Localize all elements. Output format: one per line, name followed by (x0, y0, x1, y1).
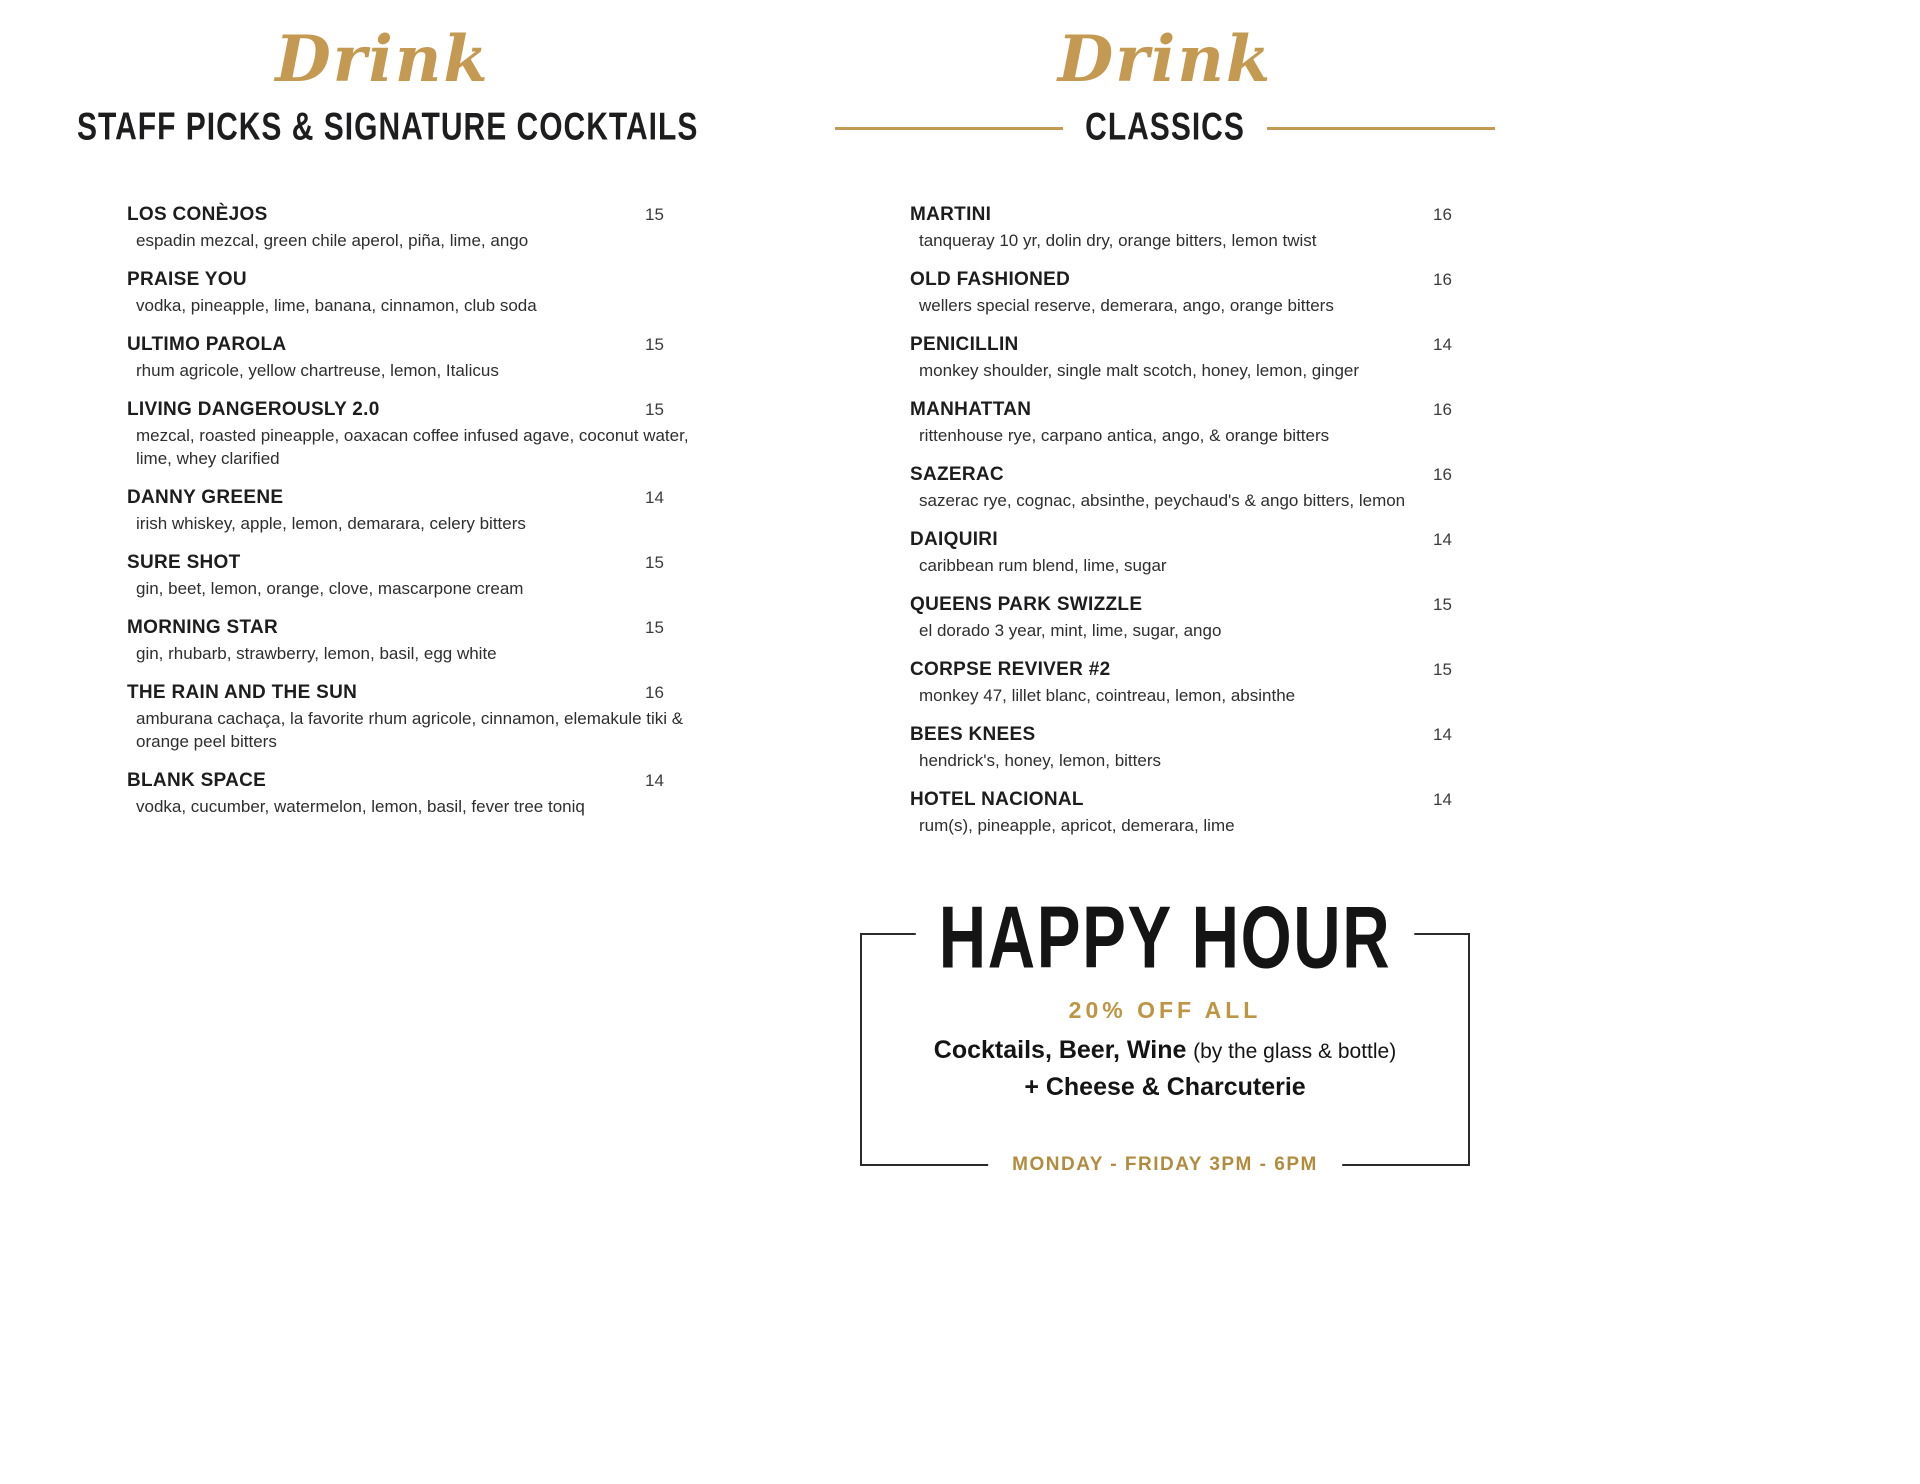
happy-hour-categories-bold: Cocktails, Beer, Wine (933, 1036, 1187, 1064)
item-name: PRAISE YOU (127, 269, 247, 290)
item-price: 15 (645, 618, 664, 637)
item-description: rum(s), pineapple, apricot, demerara, lime (919, 816, 1235, 835)
item-description: vodka, cucumber, watermelon, lemon, basil, fever tree toniq (136, 797, 585, 816)
item-name: LIVING DANGEROUSLY 2.0 (127, 399, 380, 420)
item-price: 16 (1433, 205, 1452, 224)
menu-item (910, 788, 1485, 837)
happy-hour-schedule: MONDAY - FRIDAY 3PM - 6PM (988, 1154, 1342, 1176)
item-description: espadin mezcal, green chile aperol, piña, lime, ango (136, 231, 529, 250)
item-name: SURE SHOT (127, 552, 241, 573)
item-price: 14 (645, 488, 664, 507)
staff-picks-list (127, 203, 697, 818)
item-price: 15 (645, 553, 664, 572)
happy-hour-extra: + Cheese & Charcuterie (1024, 1073, 1306, 1101)
item-name: DANNY GREENE (127, 487, 284, 508)
script-title-left: Drink (275, 22, 490, 97)
section-header-right (835, 105, 1495, 149)
item-description: el dorado 3 year, mint, lime, sugar, ango (919, 621, 1222, 640)
item-price: 14 (1433, 335, 1452, 354)
item-price: 14 (1433, 725, 1452, 744)
item-price: 15 (645, 335, 664, 354)
happy-hour-categories-note: (by the glass & bottle) (1193, 1040, 1397, 1063)
menu-item (910, 593, 1485, 642)
item-name: THE RAIN AND THE SUN (127, 682, 358, 703)
item-description: rhum agricole, yellow chartreuse, lemon, Italicus (136, 361, 499, 380)
item-name: PENICILLIN (910, 334, 1019, 355)
item-description: tanqueray 10 yr, dolin dry, orange bitters, lemon twist (919, 231, 1317, 250)
item-description: vodka, pineapple, lime, banana, cinnamon, club soda (136, 296, 537, 315)
item-name: MORNING STAR (127, 617, 279, 638)
menu-item (910, 723, 1485, 772)
item-name: OLD FASHIONED (910, 269, 1071, 290)
item-description: gin, beet, lemon, orange, clove, mascarpone cream (136, 579, 524, 598)
item-price: 16 (1433, 270, 1452, 289)
item-description: gin, rhubarb, strawberry, lemon, basil, egg white (136, 644, 497, 663)
menu-item (910, 463, 1485, 512)
item-name: MARTINI (910, 204, 992, 225)
menu-item (910, 528, 1485, 577)
menu-item (910, 268, 1485, 317)
item-price: 16 (645, 683, 664, 702)
item-name: DAIQUIRI (910, 529, 998, 550)
item-price: 14 (1433, 530, 1452, 549)
staff-picks-column (55, 0, 710, 834)
menu-item (127, 681, 697, 753)
menu-item (127, 333, 697, 382)
item-name: BEES KNEES (910, 724, 1036, 745)
menu-item (127, 398, 697, 470)
classics-list (910, 203, 1485, 837)
menu-item (910, 658, 1485, 707)
menu-item (127, 203, 697, 252)
item-price: 16 (1433, 400, 1452, 419)
item-name: BLANK SPACE (127, 770, 267, 791)
happy-hour-offer: 20% OFF ALL (1068, 997, 1262, 1023)
item-name: MANHATTAN (910, 399, 1032, 420)
item-price: 14 (1433, 790, 1452, 809)
item-description: hendrick's, honey, lemon, bitters (919, 751, 1161, 770)
classics-column (835, 0, 1495, 1175)
item-name: ULTIMO PAROLA (127, 334, 287, 355)
item-description: sazerac rye, cognac, absinthe, peychaud's & ango bitters, lemon (919, 491, 1406, 510)
section-title-right: CLASSICS (1085, 105, 1245, 149)
item-price: 14 (645, 771, 664, 790)
menu-item (910, 398, 1485, 447)
menu-item (127, 551, 697, 600)
item-price: 15 (1433, 595, 1452, 614)
item-description: wellers special reserve, demerara, ango, orange bitters (919, 296, 1334, 315)
menu-item (910, 333, 1485, 382)
menu-item (910, 203, 1485, 252)
item-description: caribbean rum blend, lime, sugar (919, 556, 1167, 575)
item-name: SAZERAC (910, 464, 1004, 485)
item-price: 15 (1433, 660, 1452, 679)
item-name: CORPSE REVIVER #2 (910, 659, 1111, 680)
menu-item (127, 268, 697, 317)
item-description: mezcal, roasted pineapple, oaxacan coffee infused agave, coconut water, lime, whey clarified (136, 426, 689, 468)
section-title-left: STAFF PICKS & SIGNATURE COCKTAILS (77, 105, 699, 149)
item-description: irish whiskey, apple, lemon, demarara, celery bitters (136, 514, 526, 533)
section-header-left (55, 105, 710, 149)
item-description: monkey 47, lillet blanc, cointreau, lemon, absinthe (919, 686, 1296, 705)
item-name: HOTEL NACIONAL (910, 789, 1084, 810)
item-price: 15 (645, 205, 664, 224)
item-description: amburana cachaça, la favorite rhum agricole, cinnamon, elemakule tiki & orange peel bitters (136, 709, 684, 751)
item-description: monkey shoulder, single malt scotch, honey, lemon, ginger (919, 361, 1360, 380)
happy-hour-categories (877, 1036, 1453, 1065)
happy-hour-title: HAPPY HOUR (916, 887, 1415, 988)
menu-item (127, 769, 697, 818)
item-description: rittenhouse rye, carpano antica, ango, & orange bitters (919, 426, 1330, 445)
happy-hour-box (860, 888, 1470, 1175)
menu-item (127, 486, 697, 535)
item-price: 16 (1433, 465, 1452, 484)
item-name: LOS CONÈJOS (127, 204, 268, 225)
item-price: 15 (645, 400, 664, 419)
item-name: QUEENS PARK SWIZZLE (910, 594, 1143, 615)
menu-item (127, 616, 697, 665)
script-title-right: Drink (1057, 22, 1273, 97)
